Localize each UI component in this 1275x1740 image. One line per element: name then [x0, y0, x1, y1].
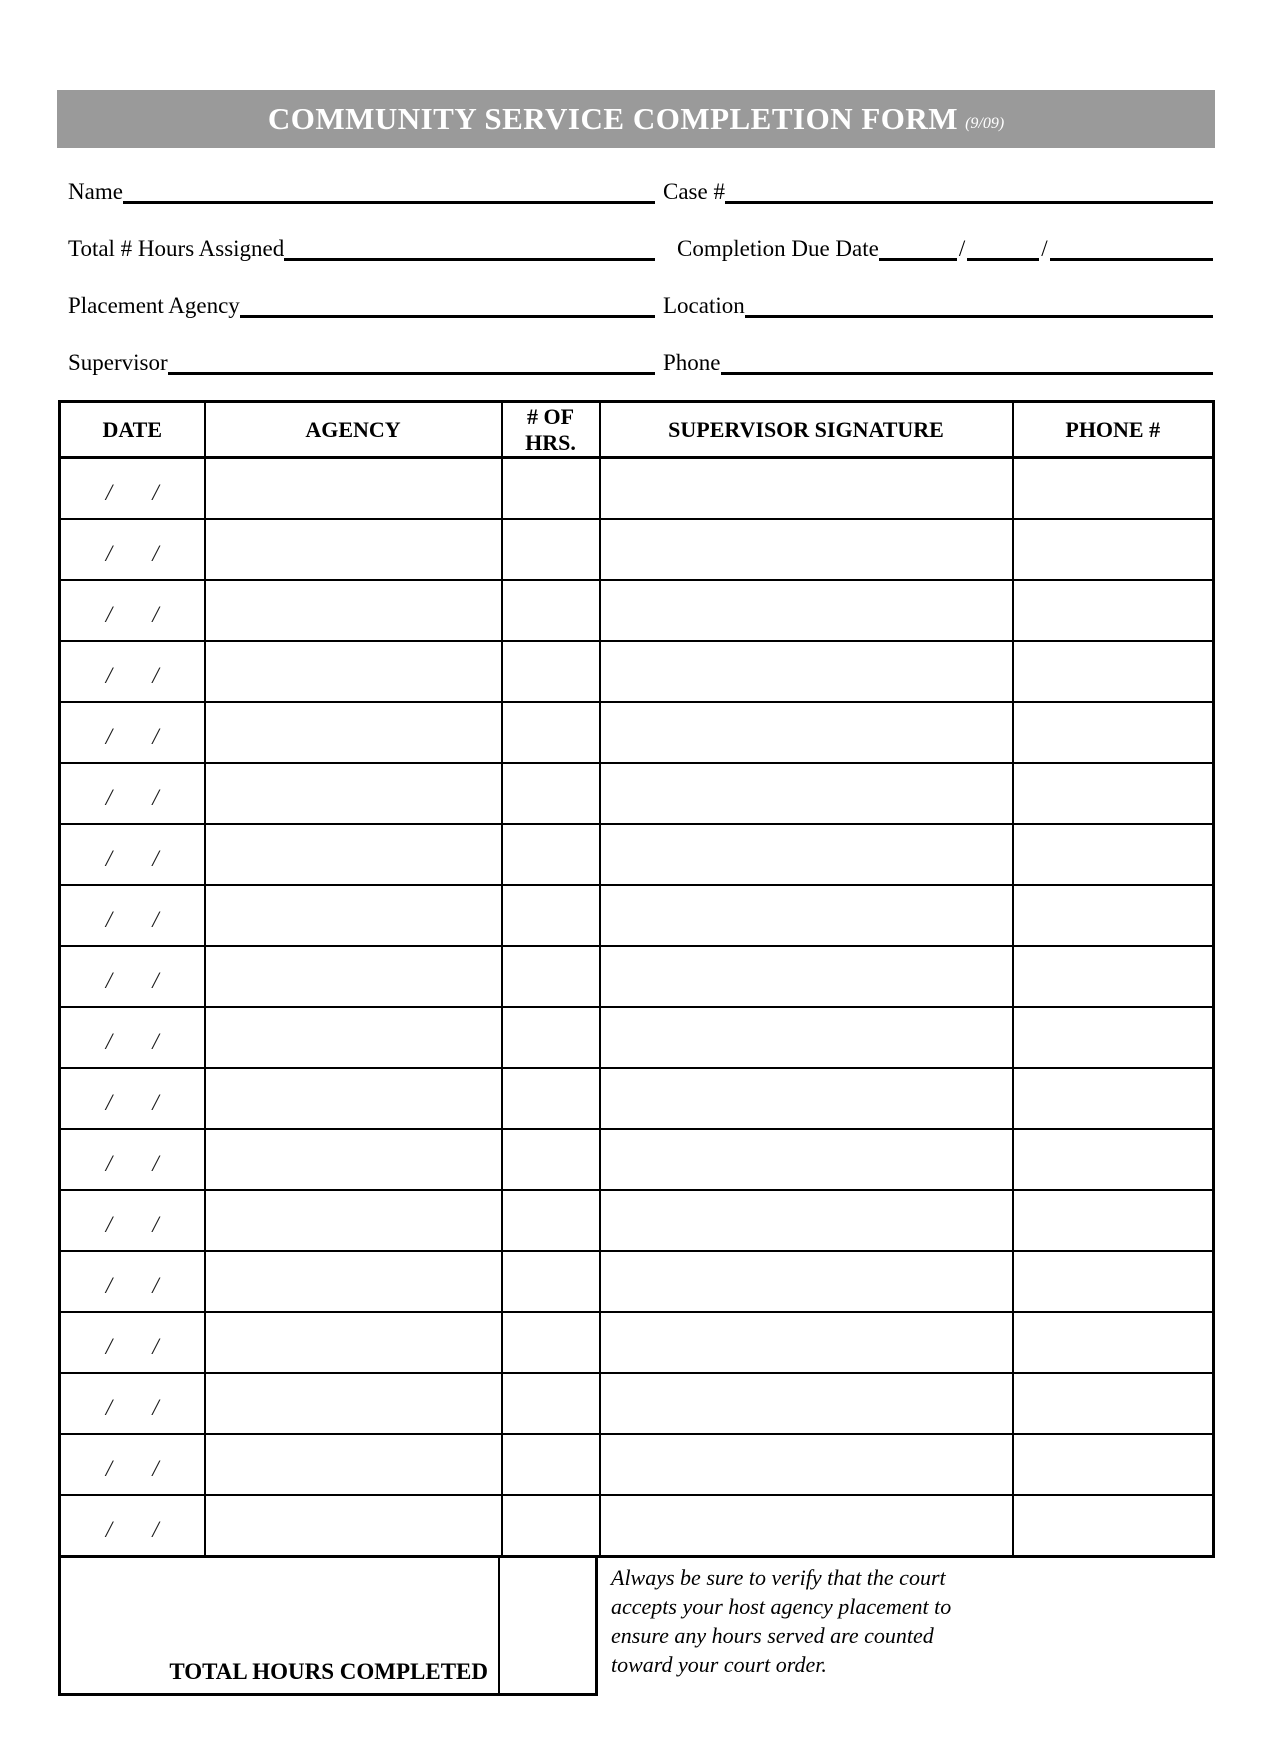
table-footer [58, 1558, 1275, 1696]
table-row [60, 1007, 1214, 1068]
column-header-supervisor-signature: SUPERVISOR SIGNATURE [600, 402, 1013, 458]
hours-cell[interactable] [502, 702, 600, 763]
placement-agency-label: Placement Agency [68, 293, 240, 318]
hours-assigned-field [68, 237, 655, 261]
date-cell[interactable]: / / [60, 1068, 205, 1129]
date-cell[interactable]: / / [60, 1312, 205, 1373]
due-date-month-line[interactable] [879, 237, 957, 261]
table-row [60, 458, 1214, 520]
signature-cell[interactable] [600, 1129, 1013, 1190]
agency-cell[interactable] [205, 763, 502, 824]
phone-cell[interactable] [1013, 885, 1214, 946]
due-date-year-line[interactable] [1050, 237, 1213, 261]
service-log-body [60, 458, 1214, 1557]
hours-cell[interactable] [502, 458, 600, 520]
date-cell[interactable]: / / [60, 1434, 205, 1495]
phone-cell[interactable] [1013, 763, 1214, 824]
date-cell[interactable]: / / [60, 946, 205, 1007]
supervisor-phone-row [68, 343, 1213, 375]
table-row [60, 1434, 1214, 1495]
signature-cell[interactable] [600, 1251, 1013, 1312]
hours-cell[interactable] [502, 1068, 600, 1129]
agency-cell[interactable] [205, 641, 502, 702]
service-log-table [58, 400, 1215, 1558]
date-cell[interactable]: / / [60, 1251, 205, 1312]
date-cell[interactable]: / / [60, 1190, 205, 1251]
name-case-row [68, 172, 1213, 204]
hours-cell[interactable] [502, 580, 600, 641]
hours-cell[interactable] [502, 1251, 600, 1312]
location-field [655, 294, 1213, 318]
signature-cell[interactable] [600, 885, 1013, 946]
case-number-fill-line[interactable] [725, 180, 1213, 204]
location-label: Location [663, 293, 745, 318]
due-date-slash: / [1041, 236, 1048, 261]
table-row [60, 519, 1214, 580]
agency-cell[interactable] [205, 946, 502, 1007]
phone-cell[interactable] [1013, 1251, 1214, 1312]
form-title: COMMUNITY SERVICE COMPLETION FORM [267, 101, 959, 136]
hours-cell[interactable] [502, 641, 600, 702]
supervisor-field [68, 351, 655, 375]
hours-cell[interactable] [502, 763, 600, 824]
note-line: toward your court order. [611, 1652, 827, 1677]
signature-cell[interactable] [600, 763, 1013, 824]
hours-duedate-row [68, 229, 1213, 261]
agency-cell[interactable] [205, 1434, 502, 1495]
date-cell[interactable]: / / [60, 1007, 205, 1068]
phone-cell[interactable] [1013, 824, 1214, 885]
date-cell[interactable]: / / [60, 641, 205, 702]
name-label: Name [68, 179, 123, 204]
agency-cell[interactable] [205, 519, 502, 580]
phone-fill-line[interactable] [721, 351, 1214, 375]
note-line: accepts your host agency placement to [611, 1594, 952, 1619]
signature-cell[interactable] [600, 1434, 1013, 1495]
table-row [60, 1495, 1214, 1557]
hours-assigned-fill-line[interactable] [284, 237, 655, 261]
date-cell[interactable]: / / [60, 519, 205, 580]
form-title-banner [57, 90, 1215, 148]
column-header-hours: # OF HRS. [502, 402, 600, 458]
hours-cell[interactable] [502, 885, 600, 946]
hours-cell[interactable] [502, 1312, 600, 1373]
date-cell[interactable]: / / [60, 1495, 205, 1557]
date-cell[interactable]: / / [60, 702, 205, 763]
signature-cell[interactable] [600, 1312, 1013, 1373]
phone-cell[interactable] [1013, 1373, 1214, 1434]
table-row [60, 885, 1214, 946]
table-row [60, 641, 1214, 702]
note-line: ensure any hours served are counted [611, 1623, 934, 1648]
phone-cell[interactable] [1013, 1434, 1214, 1495]
agency-cell[interactable] [205, 885, 502, 946]
agency-cell[interactable] [205, 1495, 502, 1557]
placement-agency-field [68, 294, 655, 318]
name-field [68, 180, 655, 204]
agency-cell[interactable] [205, 1068, 502, 1129]
phone-cell[interactable] [1013, 1007, 1214, 1068]
due-date-day-line[interactable] [967, 237, 1039, 261]
date-cell[interactable]: / / [60, 1129, 205, 1190]
hours-cell[interactable] [502, 1007, 600, 1068]
table-row [60, 824, 1214, 885]
phone-cell[interactable] [1013, 1312, 1214, 1373]
phone-cell[interactable] [1013, 1190, 1214, 1251]
hours-cell[interactable] [502, 1190, 600, 1251]
table-row [60, 1129, 1214, 1190]
phone-label: Phone [663, 350, 721, 375]
table-row [60, 702, 1214, 763]
total-hours-box [58, 1558, 500, 1696]
agency-cell[interactable] [205, 580, 502, 641]
phone-cell[interactable] [1013, 458, 1214, 520]
table-row [60, 1312, 1214, 1373]
due-date-field [655, 237, 1213, 261]
hours-cell[interactable] [502, 946, 600, 1007]
agency-cell[interactable] [205, 1190, 502, 1251]
date-cell[interactable]: / / [60, 763, 205, 824]
agency-location-row [68, 286, 1213, 318]
signature-cell[interactable] [600, 519, 1013, 580]
due-date-slash: / [958, 236, 966, 261]
signature-cell[interactable] [600, 458, 1013, 520]
table-row [60, 946, 1214, 1007]
hours-cell[interactable] [502, 519, 600, 580]
phone-cell[interactable] [1013, 702, 1214, 763]
phone-cell[interactable] [1013, 1068, 1214, 1129]
date-cell[interactable]: / / [60, 824, 205, 885]
hours-assigned-label: Total # Hours Assigned [68, 236, 285, 261]
signature-cell[interactable] [600, 824, 1013, 885]
supervisor-fill-line[interactable] [168, 351, 655, 375]
date-cell[interactable]: / / [60, 458, 205, 520]
due-date-label: Completion Due Date [677, 236, 879, 261]
note-line: Always be sure to verify that the court [611, 1565, 946, 1590]
phone-cell[interactable] [1013, 1495, 1214, 1557]
agency-cell[interactable] [205, 458, 502, 520]
agency-cell[interactable] [205, 702, 502, 763]
signature-cell[interactable] [600, 1190, 1013, 1251]
case-number-field [655, 180, 1213, 204]
header-fields [68, 172, 1213, 375]
date-cell[interactable]: / / [60, 580, 205, 641]
column-header-phone: PHONE # [1013, 402, 1214, 458]
table-row [60, 1251, 1214, 1312]
agency-cell[interactable] [205, 1312, 502, 1373]
hours-cell[interactable] [502, 1495, 600, 1557]
signature-cell[interactable] [600, 641, 1013, 702]
agency-cell[interactable] [205, 1129, 502, 1190]
hours-cell[interactable] [502, 1373, 600, 1434]
agency-cell[interactable] [205, 824, 502, 885]
supervisor-label: Supervisor [68, 350, 168, 375]
column-header-agency: AGENCY [205, 402, 502, 458]
form-version: (9/09) [965, 115, 1005, 132]
signature-cell[interactable] [600, 580, 1013, 641]
document-page [0, 90, 1275, 1740]
table-row [60, 1068, 1214, 1129]
total-hours-label: TOTAL HOURS COMPLETED [169, 1659, 488, 1684]
table-row [60, 580, 1214, 641]
signature-cell[interactable] [600, 1373, 1013, 1434]
name-fill-line[interactable] [123, 180, 655, 204]
signature-cell[interactable] [600, 1007, 1013, 1068]
hours-cell[interactable] [502, 1129, 600, 1190]
agency-cell[interactable] [205, 1007, 502, 1068]
agency-cell[interactable] [205, 1373, 502, 1434]
table-row [60, 1373, 1214, 1434]
phone-cell[interactable] [1013, 1129, 1214, 1190]
location-fill-line[interactable] [745, 294, 1213, 318]
table-header-row [60, 402, 1214, 458]
phone-cell[interactable] [1013, 641, 1214, 702]
phone-cell[interactable] [1013, 519, 1214, 580]
table-row [60, 1190, 1214, 1251]
case-number-label: Case # [663, 179, 725, 204]
signature-cell[interactable] [600, 946, 1013, 1007]
date-cell[interactable]: / / [60, 885, 205, 946]
signature-cell[interactable] [600, 1068, 1013, 1129]
signature-cell[interactable] [600, 1495, 1013, 1557]
phone-field [655, 351, 1213, 375]
total-hours-value-cell[interactable] [500, 1558, 598, 1696]
signature-cell[interactable] [600, 702, 1013, 763]
verification-note [611, 1558, 951, 1696]
hours-cell[interactable] [502, 824, 600, 885]
phone-cell[interactable] [1013, 946, 1214, 1007]
placement-agency-fill-line[interactable] [240, 294, 655, 318]
date-cell[interactable]: / / [60, 1373, 205, 1434]
table-row [60, 763, 1214, 824]
agency-cell[interactable] [205, 1251, 502, 1312]
phone-cell[interactable] [1013, 580, 1214, 641]
column-header-date: DATE [60, 402, 205, 458]
hours-cell[interactable] [502, 1434, 600, 1495]
